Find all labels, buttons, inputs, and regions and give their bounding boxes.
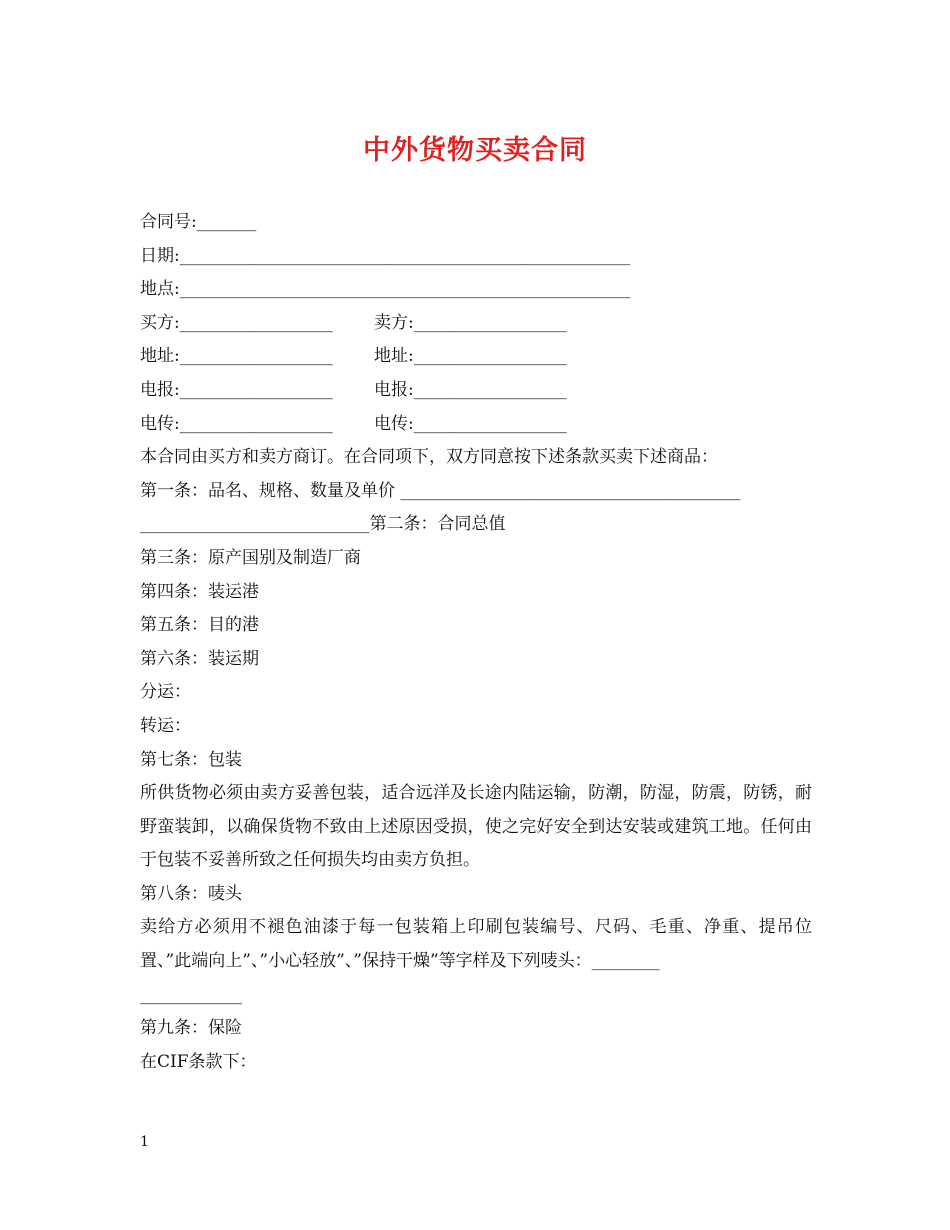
date-line: 日期:_____________________________________________________	[140, 245, 631, 266]
address-row	[140, 340, 812, 374]
partial-shipment: 分运：	[140, 682, 191, 703]
buyer-telex-field: 电传:__________________	[140, 413, 333, 434]
seller-field: 卖方:__________________	[374, 312, 567, 333]
contract-number-line: 合同号:_______	[140, 212, 257, 232]
buyer-telegram-field: 电报:__________________	[140, 379, 333, 400]
buyer-address-field: 地址:__________________	[140, 346, 333, 367]
party-row	[140, 307, 812, 341]
page-number: 1	[140, 1134, 149, 1150]
clause-5: 第五条：目的港	[140, 615, 259, 636]
clause-8-blank: ____________	[140, 984, 242, 1005]
document-title: 中外货物买卖合同	[363, 135, 587, 166]
telegram-row	[140, 374, 812, 408]
clause-7-body: 所供货物必须由卖方妥善包装，适合远洋及长途内陆运输，防潮，防湿，防震，防锈，耐野蛮装卸，以确保货物不致由上述原因受损，使之完好安全到达安装或建筑工地。任何由于包装不妥善所致之任何损失均由卖方负担。	[140, 783, 812, 871]
clause-8-body: 卖给方必须用不褪色油漆于每一包装箱上印刷包装编号、尺码、毛重、净重、提吊位置、”此端向上”、”小心轻放”、”保持干燥”等字样及下列唛头：________	[140, 917, 812, 972]
clause-1: 第一条：品名、规格、数量及单价 ________________________________________	[140, 480, 741, 501]
document-body	[140, 206, 812, 1079]
clause-6: 第六条：装运期	[140, 648, 259, 669]
clause-8: 第八条：唛头	[140, 883, 242, 904]
seller-telex-field: 电传:__________________	[374, 413, 567, 434]
telex-row	[140, 408, 812, 442]
clause-1-continuation: ___________________________第二条：合同总值	[140, 514, 506, 535]
clause-4: 第四条：装运港	[140, 581, 259, 602]
buyer-field: 买方:__________________	[140, 312, 333, 333]
clause-3: 第三条：原产国别及制造厂商	[140, 547, 361, 568]
place-line: 地点:_____________________________________________________	[140, 279, 631, 300]
clause-7: 第七条：包装	[140, 749, 242, 770]
seller-address-field: 地址:__________________	[374, 346, 567, 367]
transshipment: 转运：	[140, 715, 191, 736]
intro-paragraph: 本合同由买方和卖方商订。在合同项下，双方同意按下述条款买卖下述商品：	[140, 447, 718, 468]
clause-9-body: 在CIF条款下：	[140, 1051, 257, 1072]
seller-telegram-field: 电报:__________________	[374, 379, 567, 400]
clause-9: 第九条：保险	[140, 1018, 242, 1039]
